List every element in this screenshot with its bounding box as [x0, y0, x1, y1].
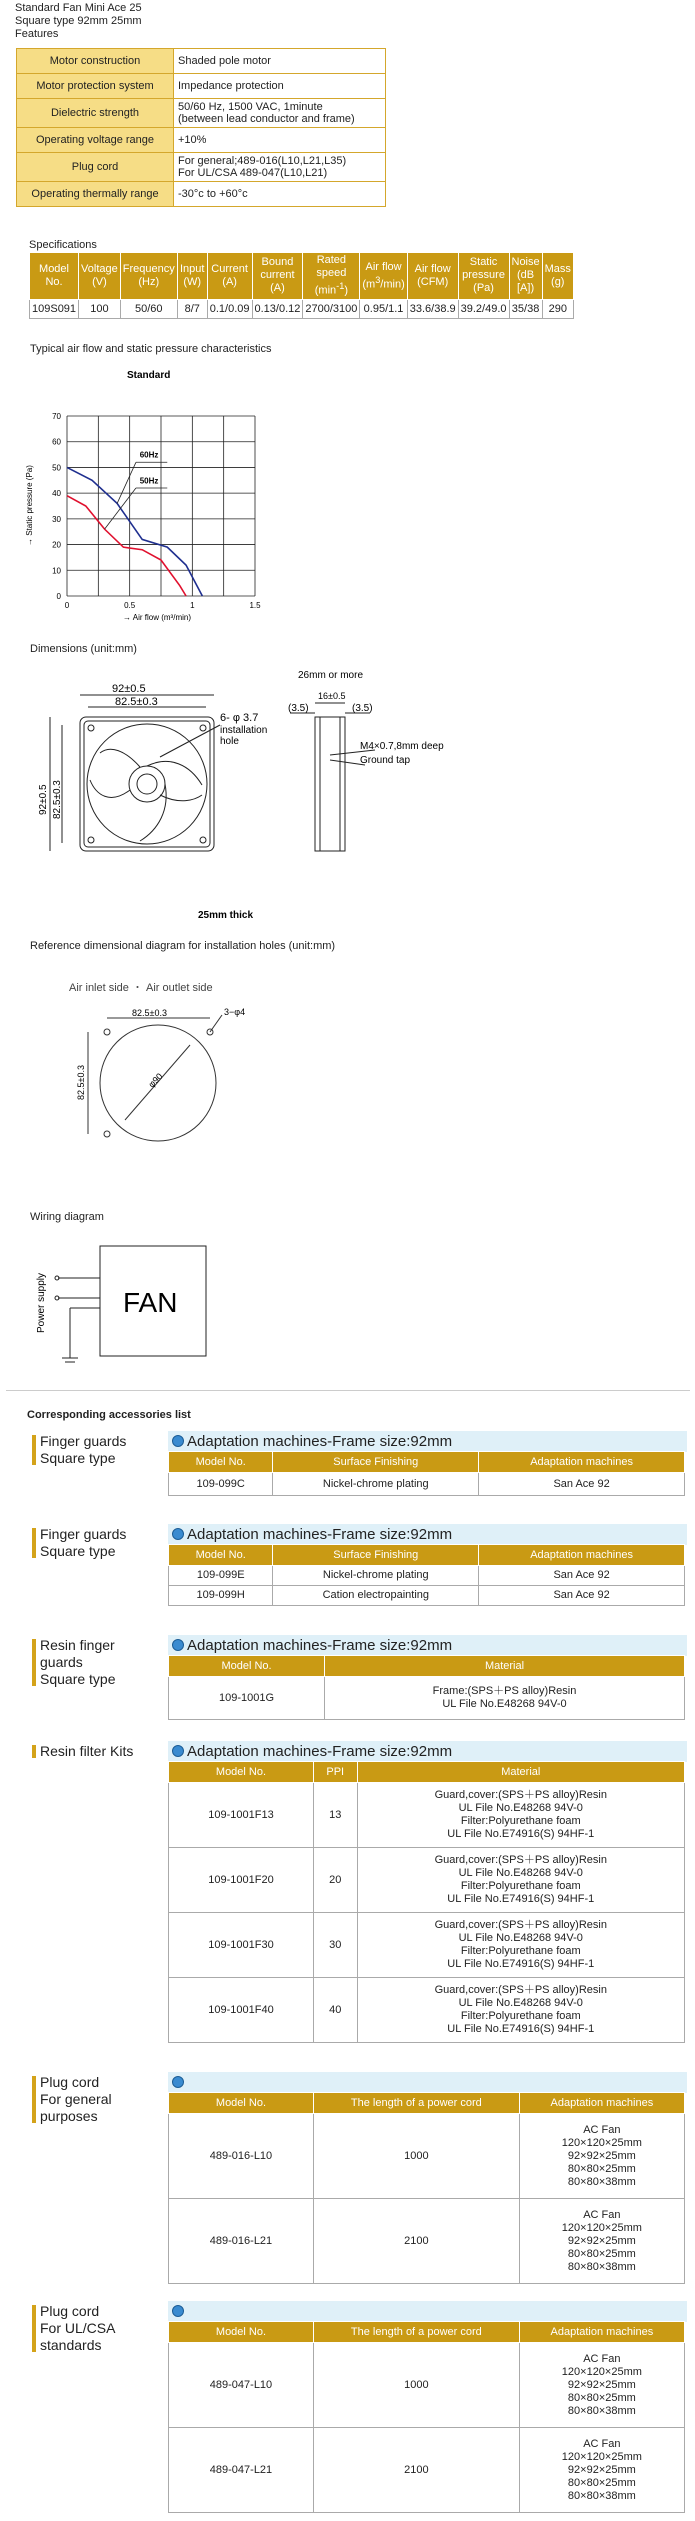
- info-bullet-icon: [172, 1745, 184, 1757]
- feature-row: [17, 99, 386, 128]
- power-supply-label: Power supply: [36, 1272, 47, 1333]
- table-cell: 109-1001F30: [169, 1913, 314, 1978]
- table-cell: San Ace 92: [479, 1586, 685, 1606]
- dim-v-inner: 82.5±0.3: [52, 780, 63, 819]
- accessory-table: [168, 1544, 685, 1606]
- chart-label: Typical air flow and static pressure characteristics: [30, 343, 272, 355]
- table-cell: AC Fan 120×120×25mm 92×92×25mm 80×80×25mm 80×80×38mm: [519, 2343, 684, 2428]
- spec-cell: 100: [79, 299, 121, 318]
- table-row: [169, 1473, 685, 1496]
- spec-header: Input (W): [177, 253, 207, 300]
- spec-header: Current (A): [207, 253, 252, 300]
- y-tick-label: 0: [56, 592, 61, 601]
- ref-label: Reference dimensional diagram for installation holes (unit:mm): [30, 940, 336, 952]
- info-bullet-icon: [172, 1528, 184, 1540]
- table-cell: 20: [313, 1848, 357, 1913]
- spec-cell: 35/38: [509, 299, 542, 318]
- spec-header: Bound current (A): [252, 253, 303, 300]
- accessory-col-header: PPI: [313, 1762, 357, 1783]
- spec-header: Rated speed $(\min^{-1})$: [303, 253, 360, 300]
- accessory-title: Resin filter Kits: [40, 1743, 134, 1759]
- table-row: [169, 2114, 685, 2199]
- accessory-title: Resin finger guards Square type: [40, 1637, 116, 1687]
- feature-key: Motor protection system: [17, 74, 174, 99]
- accessory-col-header: Model No.: [169, 1452, 273, 1473]
- table-cell: San Ace 92: [479, 1473, 685, 1496]
- annotation-leader: [117, 462, 136, 503]
- accessory-col-header: Model No.: [169, 1656, 325, 1677]
- x-axis-label: → Air flow (m³/min): [123, 613, 191, 622]
- feature-value: -30°c to +60°c: [174, 182, 386, 207]
- table-cell: 109-099H: [169, 1586, 273, 1606]
- table-cell: San Ace 92: [479, 1566, 685, 1586]
- page-header: [15, 2, 142, 41]
- spec-cell: 39.2/49.0: [458, 299, 509, 318]
- feature-key: Operating thermally range: [17, 182, 174, 207]
- tap-label: M4×0.7,8mm deep: [360, 741, 444, 752]
- adaptation-header-text: Adaptation machines-Frame size:92mm: [187, 1743, 453, 1760]
- spec-header: Mass (g): [542, 253, 573, 300]
- adaptation-header-text: Adaptation machines-Frame size:92mm: [187, 1526, 453, 1543]
- accessory-col-header: Model No.: [169, 2322, 314, 2343]
- table-cell: 489-047-L21: [169, 2428, 314, 2513]
- spec-header: Frequency (Hz): [120, 253, 177, 300]
- x-tick-label: 0: [64, 601, 70, 610]
- x-tick-label: 1.5: [249, 601, 261, 610]
- hole-diameter: 3−φ4: [224, 1007, 246, 1017]
- adaptation-header: [168, 1524, 687, 1545]
- wiring-label: Wiring diagram: [30, 1211, 104, 1223]
- features-label: Features: [15, 28, 59, 40]
- spec-cell: 8/7: [177, 299, 207, 318]
- accessory-col-header: Material: [357, 1762, 684, 1783]
- accessories-label: Corresponding accessories list: [27, 1409, 191, 1421]
- hole-spacing-v: 82.5±0.3: [76, 1065, 86, 1100]
- model-type: Square type 92mm 25mm: [15, 15, 142, 27]
- info-bullet-icon: [172, 2305, 184, 2317]
- x-tick-label: 0.5: [124, 601, 136, 610]
- install-holes-diagram: [70, 1000, 270, 1165]
- accessory-col-header: Surface Finishing: [273, 1452, 479, 1473]
- dim-outer-label: 92±0.5: [112, 683, 146, 695]
- feature-value: +10%: [174, 128, 386, 153]
- accessory-title: Finger guards Square type: [40, 1526, 127, 1559]
- table-cell: Guard,cover:(SPS＋PS alloy)Resin UL File No.E48268 94V-0 Filter:Polyurethane foam UL File No.E74916(S) 94HF-1: [357, 1783, 684, 1848]
- features-table: [16, 48, 386, 207]
- table-cell: Nickel-chrome plating: [273, 1566, 479, 1586]
- y-tick-label: 70: [52, 412, 61, 421]
- accessory-marker: [32, 1528, 36, 1558]
- y-tick-label: 20: [52, 540, 61, 550]
- feature-row: [17, 182, 386, 207]
- series-line-50hz: [67, 496, 186, 596]
- table-cell: 109-1001F20: [169, 1848, 314, 1913]
- pressure-chart: [20, 366, 280, 636]
- table-row: [169, 1586, 685, 1606]
- feature-row: [17, 74, 386, 99]
- spec-cell: 33.6/38.9: [407, 299, 458, 318]
- divider: [6, 1390, 690, 1391]
- spec-cell: 109S091: [30, 299, 79, 318]
- accessory-table: [168, 1451, 685, 1496]
- feature-key: Motor construction: [17, 49, 174, 74]
- spec-header: Model No.: [30, 253, 79, 300]
- feature-value: Shaded pole motor: [174, 49, 386, 74]
- info-bullet-icon: [172, 1435, 184, 1447]
- spec-header: Air flow (CFM): [407, 253, 458, 300]
- hole-label: 6- φ 3.7: [220, 712, 259, 724]
- table-cell: AC Fan 120×120×25mm 92×92×25mm 80×80×25mm 80×80×38mm: [519, 2114, 684, 2199]
- accessory-col-header: Model No.: [169, 2093, 314, 2114]
- y-tick-label: 60: [52, 437, 61, 447]
- dim-v-outer: 92±0.5: [38, 784, 49, 815]
- accessory-table: [168, 1655, 685, 1720]
- table-cell: 109-1001F13: [169, 1783, 314, 1848]
- y-tick-label: 50: [52, 463, 61, 473]
- spec-cell: 50/60: [120, 299, 177, 318]
- left-35-label: (3.5): [288, 703, 309, 714]
- table-cell: 1000: [313, 2343, 519, 2428]
- table-cell: 109-099E: [169, 1566, 273, 1586]
- feature-row: [17, 128, 386, 153]
- accessory-col-header: Model No.: [169, 1545, 273, 1566]
- adaptation-header: [168, 2072, 687, 2093]
- info-bullet-icon: [172, 1639, 184, 1651]
- spec-header: Voltage (V): [79, 253, 121, 300]
- accessory-table: [168, 2321, 685, 2513]
- hole-label-3: hole: [220, 736, 239, 747]
- table-row: [169, 1677, 685, 1720]
- table-row: [169, 1913, 685, 1978]
- spec-cell: 2700/3100: [303, 299, 360, 318]
- adaptation-header: [168, 2301, 687, 2322]
- spec-cell: 0.1/0.09: [207, 299, 252, 318]
- adaptation-header-text: Adaptation machines-Frame size:92mm: [187, 1637, 453, 1654]
- table-cell: Guard,cover:(SPS＋PS alloy)Resin UL File No.E48268 94V-0 Filter:Polyurethane foam UL File No.E74916(S) 94HF-1: [357, 1848, 684, 1913]
- right-35-label: (3.5): [352, 703, 373, 714]
- fan-frame-outline: [80, 717, 214, 851]
- accessory-marker: [32, 1745, 36, 1758]
- table-cell: 489-016-L10: [169, 2114, 314, 2199]
- dim-inner-label: 82.5±0.3: [115, 696, 158, 708]
- table-cell: Frame:(SPS＋PS alloy)Resin UL File No.E48268 94V-0: [325, 1677, 685, 1720]
- dimensions-label: Dimensions (unit:mm): [30, 643, 137, 655]
- circle-diameter: φ90: [146, 1071, 165, 1090]
- accessory-table: [168, 1761, 685, 2043]
- spec-cell: 0.13/0.12: [252, 299, 303, 318]
- feature-value: For general;489-016(L10,L21,L35) For UL/CSA 489-047(L10,L21): [174, 153, 386, 182]
- spec-cell: 0.95/1.1: [360, 299, 407, 318]
- accessory-col-header: Surface Finishing: [273, 1545, 479, 1566]
- adaptation-header: [168, 1635, 687, 1656]
- adaptation-header: [168, 1741, 687, 1762]
- table-cell: AC Fan 120×120×25mm 92×92×25mm 80×80×25mm 80×80×38mm: [519, 2199, 684, 2284]
- accessory-marker: [32, 2076, 36, 2123]
- spec-header: Air flow $(m^3/\min)$: [360, 253, 407, 300]
- table-row: [169, 1783, 685, 1848]
- table-row: [169, 1566, 685, 1586]
- table-cell: 2100: [313, 2428, 519, 2513]
- accessory-col-header: The length of a power cord: [313, 2093, 519, 2114]
- fan-label: FAN: [123, 1287, 178, 1318]
- ground-tap-label: Ground tap: [360, 755, 411, 766]
- accessory-title: Plug cord For general purposes: [40, 2074, 112, 2124]
- accessory-col-header: Material: [325, 1656, 685, 1677]
- accessory-col-header: Adaptation machines: [519, 2093, 684, 2114]
- table-cell: 489-016-L21: [169, 2199, 314, 2284]
- info-bullet-icon: [172, 2076, 184, 2088]
- table-cell: Guard,cover:(SPS＋PS alloy)Resin UL File No.E48268 94V-0 Filter:Polyurethane foam UL File No.E74916(S) 94HF-1: [357, 1913, 684, 1978]
- clearance-label: 26mm or more: [298, 670, 364, 681]
- hole-label-2: installation: [220, 725, 268, 736]
- x-tick-label: 1: [190, 601, 195, 610]
- accessory-col-header: Model No.: [169, 1762, 314, 1783]
- spec-header: Static pressure (Pa): [458, 253, 509, 300]
- table-row: [169, 1978, 685, 2043]
- accessory-table: [168, 2092, 685, 2284]
- annotation-60hz: 60Hz: [139, 450, 159, 460]
- series-line-60hz: [67, 467, 202, 596]
- table-row: [169, 1848, 685, 1913]
- table-cell: 13: [313, 1783, 357, 1848]
- spec-cell: 290: [542, 299, 573, 318]
- table-row: [169, 2199, 685, 2284]
- y-axis-label: → Static pressure (Pa): [25, 465, 34, 546]
- thickness-label: 25mm thick: [198, 910, 254, 921]
- hole-spacing-h: 82.5±0.3: [132, 1008, 167, 1018]
- annotation-50hz: 50Hz: [139, 476, 159, 486]
- accessory-title: Plug cord For UL/CSA standards: [40, 2303, 116, 2353]
- table-cell: 109-1001G: [169, 1677, 325, 1720]
- wiring-diagram: [28, 1238, 248, 1368]
- accessory-title: Finger guards Square type: [40, 1433, 127, 1466]
- feature-key: Operating voltage range: [17, 128, 174, 153]
- table-cell: 40: [313, 1978, 357, 2043]
- y-tick-label: 40: [52, 489, 61, 499]
- feature-row: [17, 49, 386, 74]
- table-row: [169, 2343, 685, 2428]
- specs-table: [29, 252, 574, 319]
- table-cell: Cation electropainting: [273, 1586, 479, 1606]
- specs-label: Specifications: [29, 239, 97, 251]
- chart-title: Standard: [127, 370, 171, 381]
- table-cell: 30: [313, 1913, 357, 1978]
- accessory-col-header: Adaptation machines: [479, 1452, 685, 1473]
- table-cell: 489-047-L10: [169, 2343, 314, 2428]
- accessory-col-header: Adaptation machines: [519, 2322, 684, 2343]
- feature-row: [17, 153, 386, 182]
- table-cell: 109-1001F40: [169, 1978, 314, 2043]
- table-cell: Guard,cover:(SPS＋PS alloy)Resin UL File No.E48268 94V-0 Filter:Polyurethane foam UL File No.E74916(S) 94HF-1: [357, 1978, 684, 2043]
- y-tick-label: 30: [52, 514, 61, 524]
- accessory-col-header: The length of a power cord: [313, 2322, 519, 2343]
- table-cell: Nickel-chrome plating: [273, 1473, 479, 1496]
- adaptation-header-text: Adaptation machines-Frame size:92mm: [187, 1433, 453, 1450]
- dimension-drawing: [30, 665, 510, 925]
- spec-header: Noise (dB [A]): [509, 253, 542, 300]
- series-title: Standard Fan Mini Ace 25: [15, 2, 142, 14]
- adaptation-header: [168, 1431, 687, 1452]
- air-side-label: Air inlet side ・ Air outlet side: [69, 982, 213, 994]
- table-cell: 1000: [313, 2114, 519, 2199]
- table-cell: 109-099C: [169, 1473, 273, 1496]
- accessory-marker: [32, 1435, 36, 1465]
- feature-key: Plug cord: [17, 153, 174, 182]
- feature-value: Impedance protection: [174, 74, 386, 99]
- table-cell: 2100: [313, 2199, 519, 2284]
- table-cell: AC Fan 120×120×25mm 92×92×25mm 80×80×25mm 80×80×38mm: [519, 2428, 684, 2513]
- table-row: [169, 2428, 685, 2513]
- y-tick-label: 10: [52, 566, 61, 576]
- feature-key: Dielectric strength: [17, 99, 174, 128]
- accessory-marker: [32, 2305, 36, 2352]
- accessory-marker: [32, 1639, 36, 1686]
- feature-value: 50/60 Hz, 1500 VAC, 1minute (between lead conductor and frame): [174, 99, 386, 128]
- accessory-col-header: Adaptation machines: [479, 1545, 685, 1566]
- width16-label: 16±0.5: [318, 691, 346, 701]
